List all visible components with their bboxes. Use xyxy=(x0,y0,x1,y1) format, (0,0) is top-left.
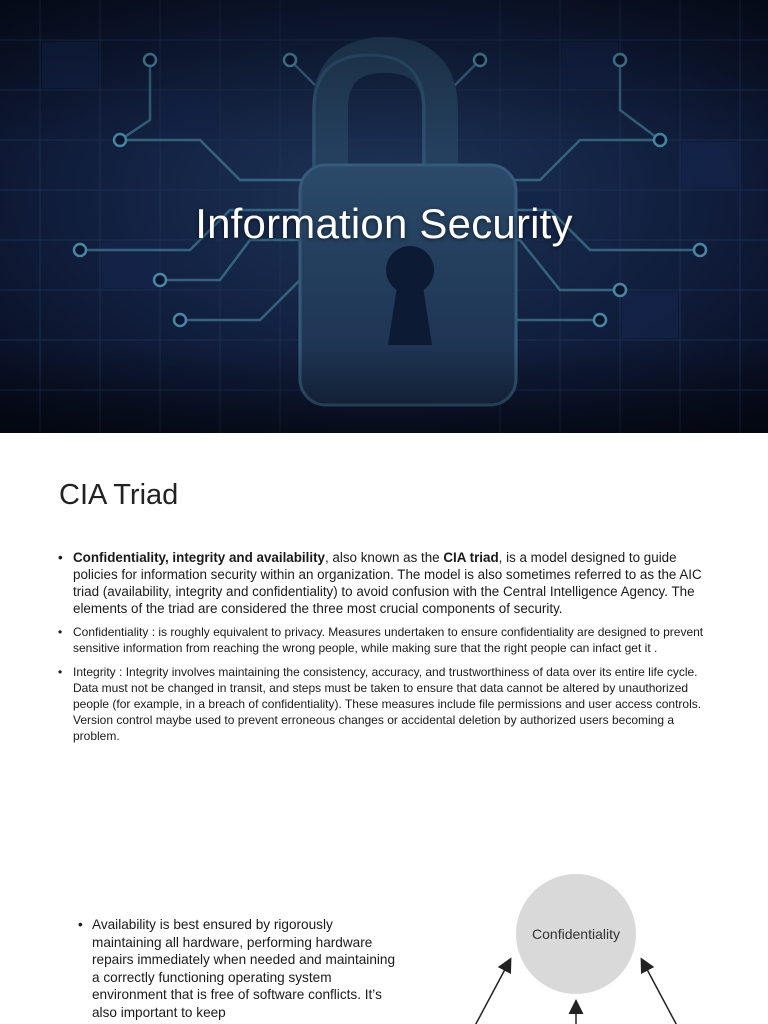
bold-term: CIA triad xyxy=(443,550,499,565)
bullet-availability xyxy=(78,916,398,1022)
availability-bullet-list xyxy=(78,916,398,1022)
bullet-text: Confidentiality : is roughly equivalent to privacy. Measures undertaken to ensure confidentiality are designed to prevent sensitive information from reaching the wrong people, while making sure that the right people can infact get it . xyxy=(73,625,704,655)
bullet-marker: • xyxy=(58,665,63,679)
cia-triad-slide xyxy=(0,433,768,805)
bullet-marker: • xyxy=(78,917,83,932)
bold-term: Confidentiality, integrity and availability xyxy=(73,550,325,565)
bullet-text: , also known as the xyxy=(324,550,444,565)
bullet-integrity xyxy=(58,664,710,744)
bullet-text: Availability is best ensured by rigorously maintaining all hardware, performing hardware repairs immediately when needed and maintaining a correctly functioning operating system environment that is free of software conflicts. It’s also important to keep xyxy=(92,917,396,1020)
arrow-right xyxy=(642,960,682,1024)
arrow-left xyxy=(470,960,510,1024)
bullet-cia-definition xyxy=(58,549,710,617)
slide-title: Information Security xyxy=(195,200,573,247)
bullet-list xyxy=(58,549,710,752)
slide-heading: CIA Triad xyxy=(59,479,179,511)
title-slide xyxy=(0,0,768,433)
bullet-text: , is a model designed to guide policies for information security within an organization. The model is also sometimes referred to as the AIC triad (availability, integrity and confidentiality) to avoid confusion with the Central Intelligence Agency. The elements of the triad are considered the three most crucial components of security. xyxy=(73,550,702,616)
bullet-marker: • xyxy=(58,550,63,565)
bullet-confidentiality xyxy=(58,624,710,656)
availability-slide xyxy=(0,805,768,1024)
bullet-marker: • xyxy=(58,625,63,639)
confidentiality-label: Confidentiality xyxy=(532,926,620,942)
bullet-text: Integrity : Integrity involves maintaining the consistency, accuracy, and trustworthiness of data over its entire life cycle. Data must not be changed in transit, and steps must be taken to ensure that data cannot be altered by unauthorized people (for example, in a breach of confidentiality). These measures include file permissions and user access controls. Version control maybe used to prevent erroneous changes or accidental deletion by authorized users becoming a problem. xyxy=(73,665,702,743)
